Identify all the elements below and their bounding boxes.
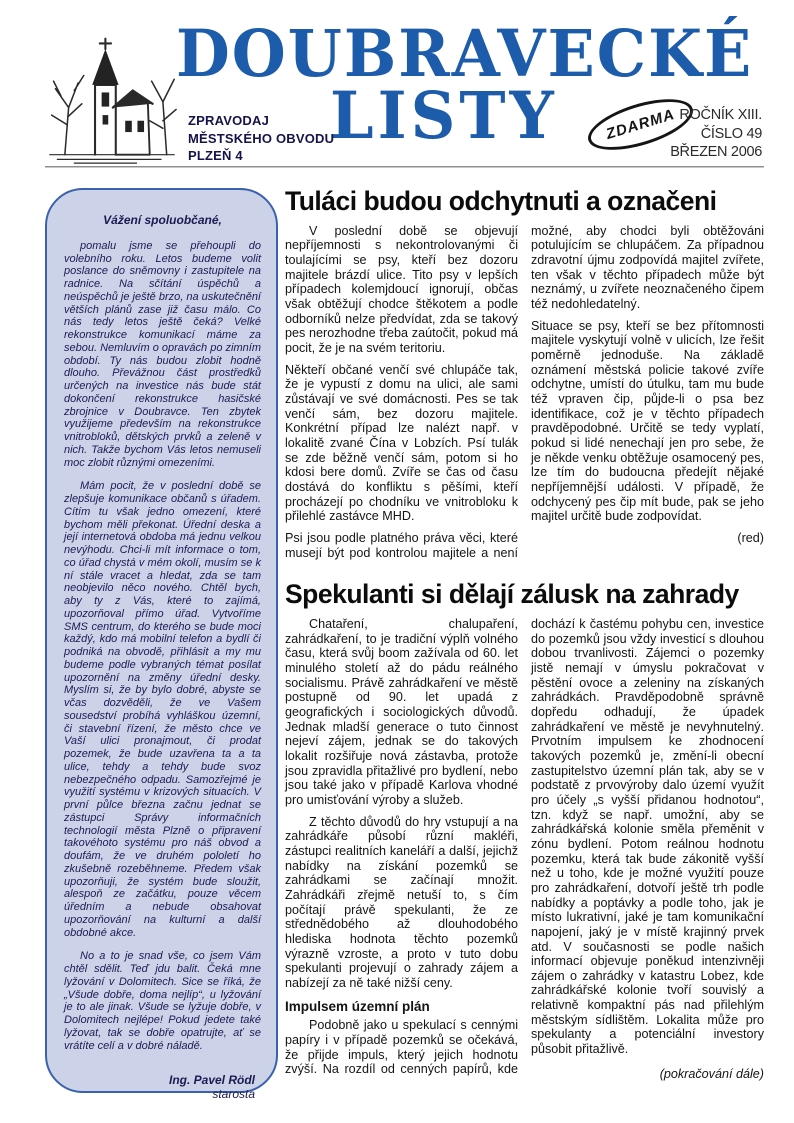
issue-number: ČÍSLO 49 xyxy=(700,125,762,142)
article2-paragraph: Podobně jako u spekulací s cennými papíry i v případě pozemků se očekává, že přijde impuls, který jejich hodnotu zvýší. Na rozdíl od cenných papírů, kde dochází k častému pohybu cen, investice do pozemků jsou vždy investicí s dlouhou dobou trvanlivosti. Zájemci o pozemky jistě nemají v úmyslu pokračovat v pěstění ovoce a zeleniny na získaných zahrádkách. Pravděpodobně správně dopředu odhadují, že úpadek zahrádkaření ve městě je nevyhnutelný. Prvotním impulsem ke zhodnocení takových pozemků je, změní-li obecní zastupitelstvo územní plán tak, aby se v podstatě z prvovýroby dalo území využít pro účely „s vyšší přidanou hodnotou“, tzn. když se např. umožní, aby se zahrádkářská kolonie směla přeměnit v zónu bydlení. Potom reálnou hodnotu pozemku, která tak bude zákonitě vyšší než u toho, kde je možné využití pouze pro zahrádkaření, dotvoří ještě trh podle nabídky a poptávky a podle toho, jak je místo lukrativní, jaké je tam komunikační napojení, jaký je v místě krajinný prvek atd. V současnosti se podle našich informací objevuje poněkud intenzivněji zájem o zahrádky v katastru Lobez, kde zahrádkářské kolonie tvoří souvislý a relativně kompaktní pás nad přilehlým městským sídlištěm. Lokalita může pro spekulanty a potenciální investory působit přitažlivě. xyxy=(285,617,764,1077)
article1-paragraph: V poslední době se objevují nepříjemnosti s nekontrolovanými či toulajícími se psy, kteří bez dozoru majitele brázdí ulice. Tito psy v lepších případech kolemjdoucí ignorují, občas však obtěžují chodce štěkotem a podle odborníků nelze předvídat, zda se takový pes nerozhodne třeba zaútočit, pokud má pocit, že je na svém teritoriu. xyxy=(285,223,518,356)
signature-name: Ing. Pavel Rödl xyxy=(168,1073,255,1088)
letter-paragraph: Mám pocit, že v poslední době se zlepšuje komunikace občanů s úřadem. Cítím tu však jedno omezení, které bychom měli překonat. Úřední deska a její internetová obdoba má jednu velkou nevýhodu. Chci-li mít informace o tom, co úřad chystá v mém okolí, musím se k ní stále vracet a hledat, zda se tam neobjevilo něco nového. Chtěl bych, aby ty z Vás, které to zajímá, upozorňoval přímo úřad. Vytvoříme SMS centrum, do kterého se bude moci každý, kdo má mobilní telefon a bydlí či podniká na obvodě, přihlásit a my mu budeme podle vybraných témat posílat upozornění na změny úřední desky. Myslím si, že by bylo dobré, abyste se včas dozvěděli, že ve Vašem sousedství probíhá vyhláškou územní, či stavební řízení, že město chce ve Vaší ulici pronajmout, či prodat pozemek, že bude uzavřena ta a ta ulice, tehdy a tehdy bude svoz nebezpečného odpadu. Samozřejmé je využití systému v krizových situacích. V první půlce března začnu jednat se zástupci Správy informačních technologií města Plzně o připravení takovéhoto systému pro náš obvod a doufám, že ve druhém pololetí ho zkušebně rozeběhneme. Předem však upozorňuji, že systém bude sloužit, alespoň ze začátku, pouze věcem úředním a nebude obsahovat upozorňování na kulturní a další obdobné akce. xyxy=(64,480,261,939)
article1-body xyxy=(285,224,764,560)
free-price-badge: ZDARMA xyxy=(582,89,698,160)
church-illustration-icon xyxy=(46,34,178,166)
article2-subheading: Impulsem územní plán xyxy=(285,999,430,1015)
article2-paragraph: Chataření, chalupaření, zahrádkaření, to je tradiční výplň volného času, která svůj boom zažívala od 60. let minulého století až do pádu reálného socialismu. Právě zahrádkaření ve městě postupně od 90. let upadá z geografických i sociologických důvodů. Jednak mladší generace o tuto činnost nejeví zájem, jednak se do takových lokalit rozšiřuje nová zástavba, protože jsou zpravidla přitažlivé pro bydlení, nebo jsou také jako v případě Karlova vhodné pro umisťování výroby a služeb. xyxy=(285,617,518,807)
article2-title: Spekulanti si dělají zálusk na zahrady xyxy=(285,579,739,610)
issue-info xyxy=(670,106,762,162)
article1-title: Tuláci budou odchytnuti a označeni xyxy=(285,186,717,216)
letter-signature xyxy=(64,1074,261,1102)
newsletter-title-line2: LISTY xyxy=(330,77,558,154)
article1-paragraph: Někteří občané venčí své chlupáče tak, že je vypustí z domu na ulici, ale sami zůstávají ve své domácnosti. Pes se tak venčí sám, bez dozoru majitele. Konkrétní případ lze nalézt např. v lokalitě zvané Čína v Lobzích. Psí tulák se zde běžně venčí sám, potom si ho kdosi bere domů. Zvíře se čas od času dostává do konfliktu s pěšími, kteří procházejí po chodníku ve vnitrobloku k přilehlé zastávce MHD. xyxy=(285,362,518,524)
letter-paragraph: pomalu jsme se přehoupli do volebního roku. Letos budeme volit poslance do sněmovny i zastupitele na radnice. Na sčítání úspěchů a neúspěchů je ještě brzo, na uskutečnění větších plánů zase již času málo. Co nás tedy letos ještě čeká? Velké rekonstrukce komunikací máme za sebou. Nemluvím o opravách po zimním období. Ty nás budou zlobit hodně dlouho. Převážnou část prostředků určených na investice nás bude stát dokončení rekonstrukce hasičské zbrojnice v Doubravce. Ten zbytek využijeme především na rekonstrukce vnitrobloků, dětských prvků a zeleně v nich. Takže bychom Vás letos nemuseli moc zlobit různými omezeními. xyxy=(64,239,261,469)
subtitle-line1: ZPRAVODAJ xyxy=(188,113,270,128)
article2-body xyxy=(285,617,764,1083)
subtitle-line3: PLZEŇ 4 xyxy=(188,148,243,164)
article1-paragraph: Psi jsou podle platného práva věci, které musejí být pod kontrolou majitele a není možné, aby chodci byli obtěžováni potulujícím se chlupáčem. Za případnou zdravotní újmu zodpovídá majitel zvířete, ten však v těchto případech může být neznámý, u zvířete neoznačeného čipem též nedohledatelný. xyxy=(285,223,764,560)
article1-paragraph: Situace se psy, kteří se bez přítomnosti majitele vyskytují volně v ulicích, lze řešit poměrně jednoduše. Na základě oznámení městská policie takové zvíře odchytne, umístí do útulku, tam mu bude též vpraven čip, půjde-li o psa bez identifikace, což je v těchto případech pravděpodobné. Určitě se tedy vyplatí, pokud si lidé nenechají jen pro sebe, že je někde venku obtěžuje osamocený pes, lze tím do budoucna předejít nějaké nepříjemnější události. V případě, že odchycený pes čip mít bude, pak se jeho majitel určitě bude zodpovídat. xyxy=(531,318,764,524)
article2-paragraph: Z těchto důvodů do hry vstupují a na zahrádkáře působí různí makléři, zástupci realitních kaneláří a další, jejichž nabídky na získání pozemků se zahrádkami se začínají množit. Zahrádkáři zřejmě netuší to, s čím počítají právě spekulanti, že ze střednědobého až dlouhodobého hlediska hodnota těchto pozemků výrazně vzroste, a proto v tuto dobu spekulanti projevují o zahrady zájem a nabízejí za ně také nižší ceny. xyxy=(285,814,518,990)
issue-volume: ROČNÍK XIII. xyxy=(679,107,762,123)
masthead-divider xyxy=(45,166,764,168)
newsletter-title-line1: DOUBRAVECKÉ xyxy=(176,15,754,92)
article1-byline: (red) xyxy=(737,530,764,545)
letter-salutation: Vážení spoluobčané, xyxy=(103,213,222,227)
article-garden-speculators xyxy=(285,581,764,1082)
masthead xyxy=(0,0,794,180)
subtitle-line2: MĚSTSKÉHO OBVODU xyxy=(188,130,335,146)
signature-role: starosta xyxy=(212,1087,255,1102)
articles-column xyxy=(285,188,764,1083)
mayor-letter-box xyxy=(45,188,278,1102)
letter-paragraph: No a to je snad vše, co jsem Vám chtěl sdělit. Teď jdu balit. Čeká mne lyžování v Dolomitech. Sice se říká, že „Všude dobře, doma nejlíp“, u lyžování je to ale jinak. Všude se lyžuje dobře, v Dolomitech nejlépe! Pokud jedete také lyžovat, tak se dobře opatrujte, ať se vrátíte celí a v dobré náladě. xyxy=(64,950,261,1052)
issue-date: BŘEZEN 2006 xyxy=(670,144,762,161)
newsletter-subtitle xyxy=(188,112,334,165)
article2-continuation: (pokračování dále) xyxy=(659,1066,764,1081)
article-stray-dogs xyxy=(285,188,764,560)
